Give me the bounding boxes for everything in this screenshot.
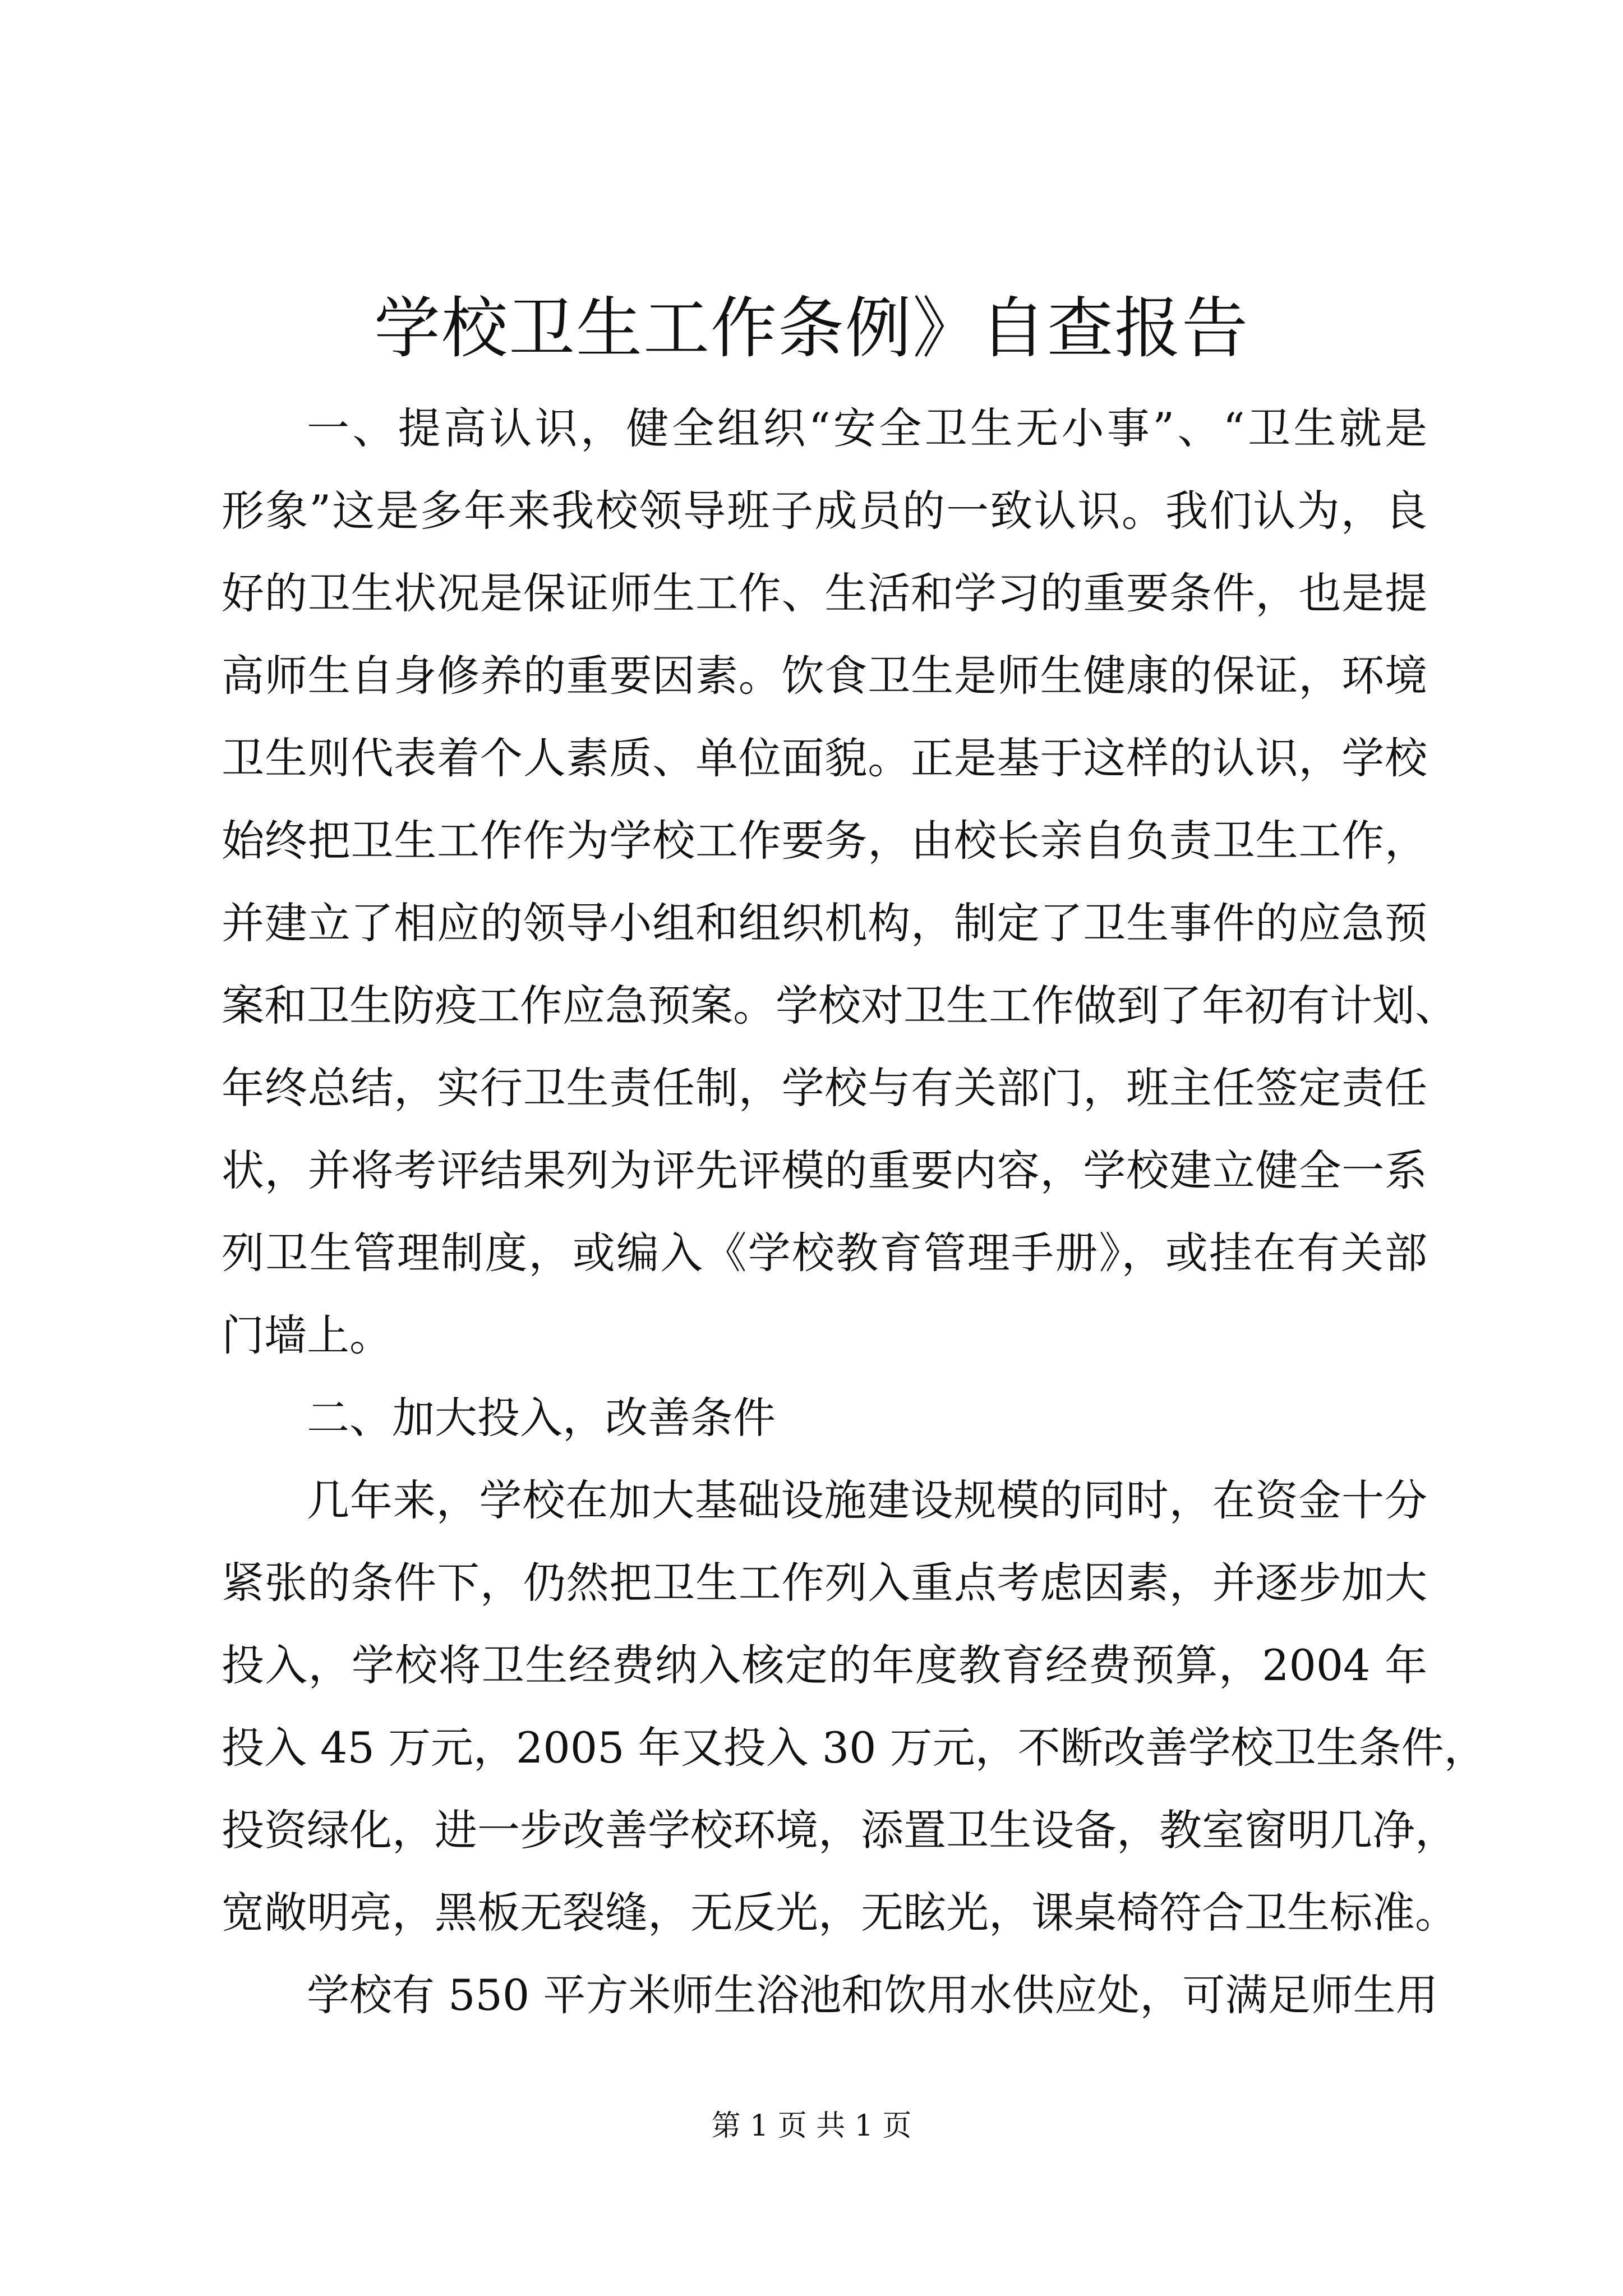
- body-line-7: 并建立了相应的领导小组和组织机构，制定了卫生事件的应急预: [222, 898, 1427, 948]
- body-line-16: 投入，学校将卫生经费纳入核定的年度教育经费预算，2004 年: [222, 1640, 1427, 1690]
- body-line-4: 高师生自身修养的重要因素。饮食卫生是师生健康的保证，环境: [222, 651, 1427, 701]
- body-line-18: 投资绿化，进一步改善学校环境，添置卫生设备，教室窗明几净，: [222, 1805, 1458, 1855]
- body-line-1: 一、提高认识，健全组织“安全卫生无小事”、“卫生就是: [307, 403, 1427, 453]
- body-line-20: 学校有 550 平方米师生浴池和饮用水供应处，可满足师生用: [307, 1970, 1438, 2020]
- body-line-15: 紧张的条件下，仍然把卫生工作列入重点考虑因素，并逐步加大: [222, 1558, 1427, 1608]
- body-line-5: 卫生则代表着个人素质、单位面貌。正是基于这样的认识，学校: [222, 733, 1427, 783]
- body-line-11: 列卫生管理制度，或编入《学校教育管理手册》，或挂在有关部: [222, 1228, 1427, 1278]
- body-line-9: 年终总结，实行卫生责任制，学校与有关部门，班主任签定责任: [222, 1063, 1427, 1113]
- body-line-2: 形象”这是多年来我校领导班子成员的一致认识。我们认为，良: [222, 486, 1427, 536]
- body-line-3: 好的卫生状况是保证师生工作、生活和学习的重要条件，也是提: [222, 568, 1427, 618]
- body-line-12: 门墙上。: [222, 1310, 392, 1360]
- page-footer: 第 1 页 共 1 页: [711, 2109, 912, 2143]
- body-line-19: 宽敞明亮，黑板无裂缝，无反光，无眩光，课桌椅符合卫生标准。: [222, 1888, 1458, 1938]
- document-body: [222, 387, 1487, 2036]
- body-line-6: 始终把卫生工作作为学校工作要务，由校长亲自负责卫生工作，: [222, 816, 1427, 866]
- body-line-10: 状，并将考评结果列为评先评模的重要内容，学校建立健全一系: [222, 1145, 1427, 1195]
- section-heading-2: 二、加大投入，改善条件: [307, 1393, 776, 1443]
- body-line-8: 案和卫生防疫工作应急预案。学校对卫生工作做到了年初有计划、: [222, 981, 1458, 1030]
- body-line-14: 几年来，学校在加大基础设施建设规模的同时，在资金十分: [307, 1475, 1427, 1525]
- body-line-17: 投入 45 万元，2005 年又投入 30 万元，不断改善学校卫生条件，: [222, 1723, 1487, 1773]
- document-title: 学校卫生工作条例》自查报告: [374, 289, 1249, 367]
